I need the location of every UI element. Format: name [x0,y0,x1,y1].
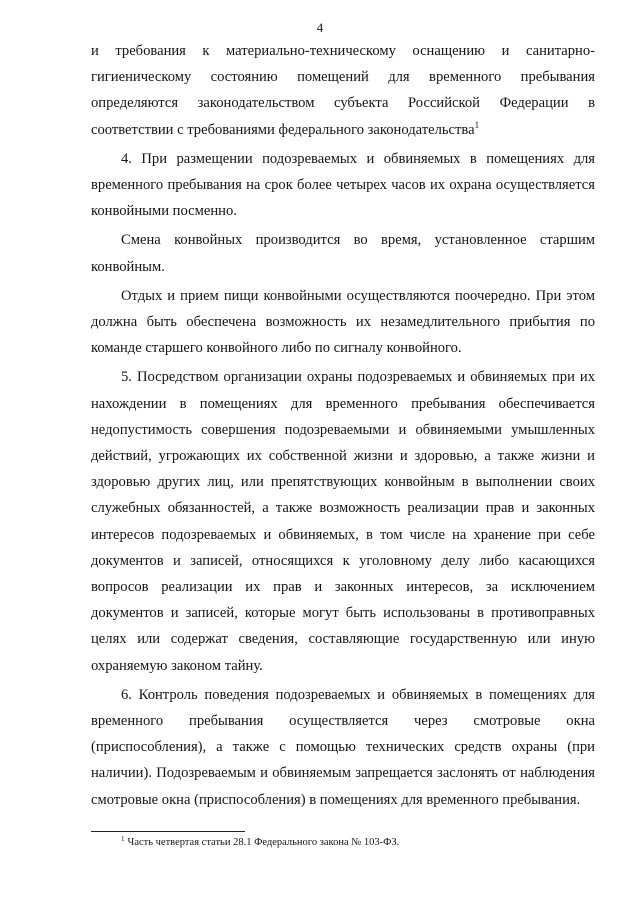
paragraph-item-6: 6. Контроль поведения подозреваемых и обвиняемых в помещениях для временного пребывания осуществляется через смотровые окна (приспособления), а также с помощью технических средств охраны (при наличии). Подозреваемым и обвиняемым запрещается заслонять от наблюдения смотровые окна (приспособления) в помещениях для временного пребывания. [91,686,595,808]
paragraph-continuation [91,38,595,143]
footnote [121,836,591,849]
paragraph-shift-change: Смена конвойных производится во время, установленное старшим конвойным. [91,232,595,275]
paragraph-item-4: 4. При размещении подозреваемых и обвиняемых в помещениях для временного пребывания на срок более четырех часов их охрана осуществляется конвойными посменно. [91,150,595,220]
paragraph-item-5: 5. Посредством организации охраны подозреваемых и обвиняемых при их нахождении в помещениях для временного пребывания обеспечивается недопустимость совершения подозреваемыми и обвиняемыми умышленных действий, угрожающих их собственной жизни и здоровью, а также жизни и здоровью других лиц, или препятствующих конвойным в выполнении своих служебных обязанностей, а также возможность реализации прав и законных интересов подозреваемых и обвиняемых, в том числе на хранение при себе документов и записей, относящихся к уголовному делу либо касающихся вопросов реализации их прав и законных интересов, за исключением документов и записей, которые могут быть использованы в противоправных целях или содержат сведения, составляющие государственную или иную охраняемую законом тайну. [91,369,595,674]
paragraph-text: и требования к материально-техническому оснащению и санитарно-гигиеническому состоянию помещений для временного пребывания определяются законодательством субъекта Российской Федерации в соответствии с требованиями федерального законодательства [91,43,595,138]
document-body [91,38,595,813]
footnote-marker: 1 [121,834,125,843]
footnote-reference: 1 [474,119,480,130]
footnote-separator [91,831,245,832]
paragraph-rest-meals: Отдых и прием пищи конвойными осуществляются поочередно. При этом должна быть обеспечена возможность их незамедлительного прибытия по команде старшего конвойного либо по сигналу конвойного. [91,287,595,357]
page-number: 4 [316,20,324,35]
footnote-text: Часть четвертая статьи 28.1 Федерального закона № 103-ФЗ. [127,837,400,848]
